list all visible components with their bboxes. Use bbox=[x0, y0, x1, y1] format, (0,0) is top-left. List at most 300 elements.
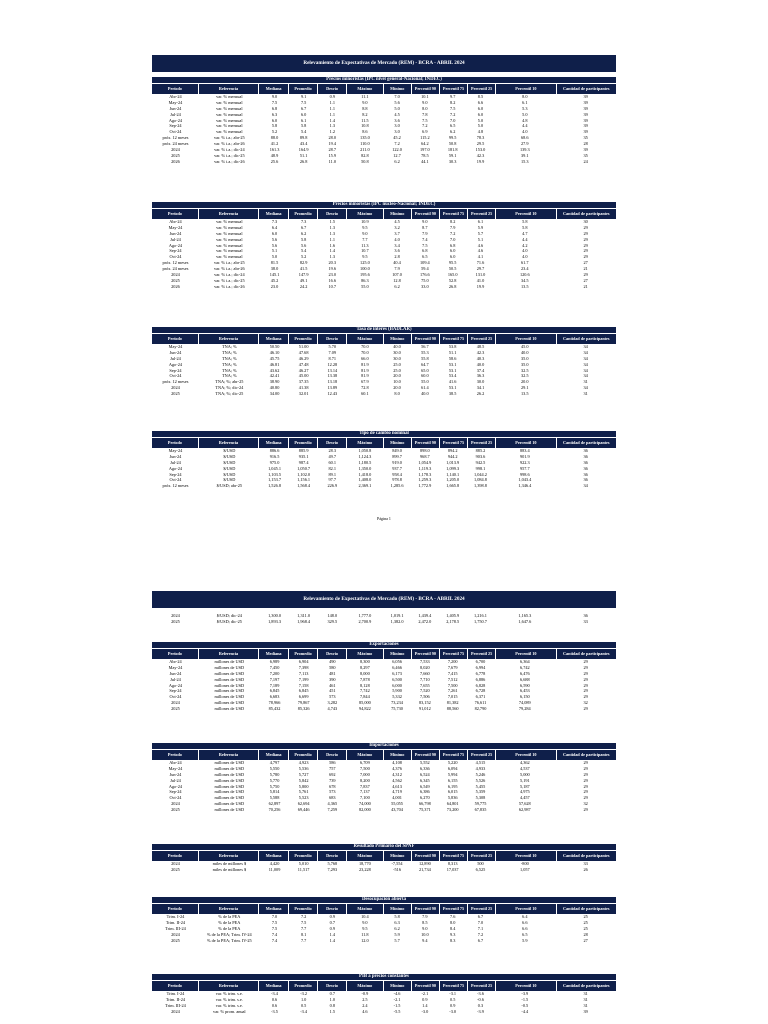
table-cell: 6.6 bbox=[522, 925, 528, 931]
table-cell: 4.5 bbox=[394, 219, 400, 224]
table-cell: 1.1 bbox=[329, 105, 335, 111]
table-cell: 12.7 bbox=[393, 152, 401, 158]
table-cell: 0.6 bbox=[271, 996, 278, 1002]
table-cell: 8.6 bbox=[362, 129, 368, 135]
table-cell: Jul-24 bbox=[170, 676, 181, 682]
table-cell: 5.8 bbox=[522, 224, 528, 230]
table-cell: 1,013.9 bbox=[446, 459, 460, 465]
table-cell: -1.5 bbox=[393, 1002, 401, 1008]
table-cell: 89.8 bbox=[299, 135, 308, 141]
table-cell: 942.5 bbox=[475, 459, 486, 465]
table-cell: 6,699 bbox=[298, 694, 309, 700]
table-cell: 0.5 bbox=[449, 996, 456, 1002]
table-cell: 48.9 bbox=[270, 152, 279, 158]
table-cell: 29 bbox=[583, 807, 588, 813]
table-cell: 4,797 bbox=[269, 760, 280, 765]
table-cell: 6,845 bbox=[269, 688, 280, 694]
table-cell: 849.0 bbox=[392, 448, 402, 453]
table-cell: 2025 bbox=[171, 706, 180, 712]
table-cell: 79,284 bbox=[518, 706, 531, 712]
table-cell: 922.3 bbox=[519, 459, 530, 465]
table-cell: 13.14 bbox=[327, 367, 338, 373]
table-cell: var. % i.a.; dic-26 bbox=[214, 158, 245, 164]
table-cell: 57,628 bbox=[518, 801, 531, 807]
table-cell: 1,311.0 bbox=[297, 613, 310, 618]
table-cell: 6.8 bbox=[422, 248, 428, 254]
table-cell: Jun-24 bbox=[169, 349, 182, 355]
table-cell: 45.0 bbox=[521, 344, 529, 349]
table-cell: -5.5 bbox=[393, 1008, 401, 1014]
table-cell: 48.5 bbox=[476, 344, 485, 349]
table-cell: 67,835 bbox=[474, 807, 487, 813]
table-cell: 6,453 bbox=[519, 688, 530, 694]
table-cell: 7,710 bbox=[420, 676, 430, 682]
table-cell: 97.7 bbox=[328, 477, 337, 483]
table-cell: 153.0 bbox=[475, 147, 486, 153]
table-cell: 39 bbox=[583, 129, 588, 135]
table-cell: millones de USD bbox=[214, 682, 245, 688]
table-cell: 6.1 bbox=[477, 219, 484, 224]
table-cell: 6.5 bbox=[522, 931, 528, 937]
table-cell: var. % mensual bbox=[216, 242, 243, 248]
table-cell: var. % mensual bbox=[216, 99, 243, 105]
table-cell: 10.0 bbox=[421, 931, 429, 937]
table-cell: 50.8 bbox=[361, 158, 369, 164]
table-cell: 195.6 bbox=[360, 272, 370, 278]
column-header: Percentil 75 bbox=[439, 84, 467, 94]
table-cell: 10.1 bbox=[421, 94, 429, 99]
table-cell: 901.9 bbox=[519, 453, 530, 459]
table-cell: 18,770 bbox=[358, 861, 371, 866]
table-cell: 0.9 bbox=[329, 94, 335, 99]
table-cell: 6.7 bbox=[300, 224, 307, 230]
table-header bbox=[152, 438, 616, 448]
table-cell: 29 bbox=[583, 706, 588, 712]
table-cell: 0.8 bbox=[329, 1002, 335, 1008]
table-cell: 4,001 bbox=[392, 795, 402, 801]
table-cell: 6,466 bbox=[392, 664, 402, 670]
table-cell: 4,933 bbox=[475, 765, 486, 771]
table-cell: 6,828 bbox=[475, 682, 486, 688]
table-cell: 5,842 bbox=[298, 777, 309, 783]
table-cell: 13.38 bbox=[327, 373, 338, 379]
table-cell: 4,420 bbox=[269, 861, 280, 866]
table-cell: Oct-24 bbox=[169, 694, 182, 700]
table-cell: 42.41 bbox=[269, 373, 280, 379]
table-cell: 5,994 bbox=[447, 771, 458, 777]
table-cell: Sep-24 bbox=[169, 789, 182, 795]
table-cell: 6,336 bbox=[420, 765, 430, 771]
table-cell: 28.0 bbox=[328, 135, 337, 141]
table-cell: 8.0 bbox=[449, 919, 456, 925]
table-cell: 2025 bbox=[171, 277, 180, 283]
table-cell: 34 bbox=[583, 385, 588, 391]
table-cell: 39 bbox=[583, 111, 588, 117]
table-cell: 34 bbox=[583, 355, 588, 361]
table-cell: 957.7 bbox=[519, 465, 530, 471]
table-cell: 4.7 bbox=[522, 230, 528, 236]
table-cell: 6.1 bbox=[522, 99, 528, 105]
table-cell: 573 bbox=[329, 789, 336, 795]
table-cell: 903.6 bbox=[475, 453, 486, 459]
column-header: Promedio bbox=[288, 438, 317, 448]
table-cell: 161.3 bbox=[269, 147, 280, 153]
column-header: Percentil 10 bbox=[495, 84, 555, 94]
table-cell: var. % mensual bbox=[216, 230, 243, 236]
table-cell: -3.6 bbox=[477, 991, 484, 996]
table-cell: 7,506 bbox=[420, 694, 430, 700]
table-cell: 39 bbox=[583, 94, 588, 99]
table-cell: -3.0 bbox=[449, 1008, 457, 1014]
table-cell: 6,994 bbox=[475, 664, 486, 670]
table-cell: 55.3 bbox=[421, 349, 429, 355]
table-cell: 45.2 bbox=[270, 277, 279, 283]
table-cell: 5.0 bbox=[477, 117, 484, 123]
table-cell: 1.4 bbox=[329, 117, 335, 123]
table-cell: 9.3 bbox=[449, 931, 456, 937]
table-cell: 15.9 bbox=[328, 152, 337, 158]
table-cell: 6,000 bbox=[392, 682, 402, 688]
table-cell: 25.0 bbox=[393, 367, 401, 373]
table-cell: 7.5 bbox=[300, 919, 307, 925]
table-cell: May-24 bbox=[168, 99, 183, 105]
table-row bbox=[152, 483, 616, 489]
table-cell: 38.90 bbox=[269, 379, 280, 385]
table-cell: 37.35 bbox=[298, 379, 309, 385]
table-cell: 2.8 bbox=[394, 254, 400, 260]
table-cell: TNA; %; abr-25 bbox=[215, 379, 244, 385]
table-cell: 5.0 bbox=[477, 123, 484, 129]
table-cell: 7,015 bbox=[447, 694, 458, 700]
column-header: Máximo bbox=[346, 904, 383, 914]
column-header: Percentil 25 bbox=[467, 438, 495, 448]
table-cell: 7,500 bbox=[360, 765, 370, 771]
table-cell: 1,165.3 bbox=[518, 613, 532, 618]
table-cell: 85,000 bbox=[358, 700, 371, 706]
table-cell: var. % mensual bbox=[216, 248, 243, 254]
table-title: PIB a precios constantes bbox=[152, 974, 616, 981]
table-cell: TNA; % bbox=[221, 367, 237, 373]
table-cell: 6.2 bbox=[300, 230, 307, 236]
table-header bbox=[152, 851, 616, 861]
table-cell: próx. 12 meses bbox=[162, 135, 189, 141]
table-cell: TNA; % bbox=[221, 361, 237, 367]
table-cell: 12.8 bbox=[393, 277, 401, 283]
table-cell: 76,611 bbox=[474, 700, 487, 706]
table-cell: millones de USD bbox=[214, 765, 245, 771]
table-cell: -4.4 bbox=[521, 1008, 529, 1014]
table-cell: 20.0 bbox=[393, 385, 401, 391]
table-cell: próx. 12 meses bbox=[162, 379, 189, 385]
table-cell: 28.3 bbox=[328, 448, 337, 453]
table-cell: 29 bbox=[583, 771, 588, 777]
table-cell: 1,777.0 bbox=[358, 613, 372, 618]
column-header: Máximo bbox=[346, 84, 383, 94]
table-cell: 34 bbox=[583, 367, 588, 373]
table-cell: 919.0 bbox=[392, 459, 402, 465]
table-cell: 5,836 bbox=[447, 795, 458, 801]
table-cell: 935.1 bbox=[298, 453, 309, 459]
table-cell: 1.3 bbox=[329, 224, 335, 230]
column-header: Percentil 25 bbox=[467, 649, 495, 659]
table-cell: 115.2 bbox=[420, 135, 430, 141]
table-cell: 739 bbox=[329, 777, 336, 783]
table-cell: 41.2 bbox=[270, 141, 279, 147]
table-cell: 1,019.1 bbox=[390, 613, 404, 618]
column-header: Desvío bbox=[317, 209, 346, 219]
table-cell: 125.0 bbox=[360, 260, 370, 266]
table-cell: 25 bbox=[583, 914, 588, 919]
document-title: Relevamiento de Expectativas de Mercado (REM) - BCRA - ABRIL 2024 bbox=[152, 55, 616, 72]
column-header: Máximo bbox=[346, 750, 383, 760]
table-cell: 4,562 bbox=[392, 777, 402, 783]
table-cell: 7.9 bbox=[422, 914, 428, 919]
table-cell: 51.00 bbox=[298, 344, 309, 349]
column-header: Máximo bbox=[346, 851, 383, 861]
column-header: Máximo bbox=[346, 649, 383, 659]
table-cell: 120.6 bbox=[519, 272, 530, 278]
table-cell: 7.5 bbox=[271, 99, 278, 105]
column-header: Desvío bbox=[317, 904, 346, 914]
table-cell: May-24 bbox=[168, 344, 183, 349]
table-cell: 5,727 bbox=[298, 771, 309, 777]
table-cell: 2025 bbox=[171, 618, 180, 624]
table-cell: Jun-24 bbox=[169, 105, 182, 111]
table-cell: $/USD bbox=[223, 448, 236, 453]
table-title: Exportaciones bbox=[152, 642, 616, 649]
table-cell: -2.1 bbox=[421, 991, 429, 996]
table-cell: millones de USD bbox=[214, 670, 245, 676]
table-cell: 7.3 bbox=[300, 219, 307, 224]
table-cell: 74,089 bbox=[518, 700, 531, 706]
table-cell: 757 bbox=[329, 765, 336, 771]
table-cell: 883.4 bbox=[519, 448, 530, 453]
table-cell: var. % i.a.; dic-24 bbox=[214, 272, 245, 278]
table-cell: 53.1 bbox=[448, 385, 457, 391]
table-cell: $/USD; abr-25 bbox=[216, 483, 242, 489]
table-cell: 7.7 bbox=[362, 236, 368, 242]
column-header: Mediana bbox=[258, 851, 288, 861]
table-cell: 32.5 bbox=[521, 373, 529, 379]
column-header: Promedio bbox=[288, 649, 317, 659]
table-cell: 5.9 bbox=[477, 224, 484, 230]
table-cell: 19.9 bbox=[476, 158, 485, 164]
table-cell: 28 bbox=[583, 141, 588, 147]
table-cell: var. % mensual bbox=[216, 111, 243, 117]
table-cell: 30.0 bbox=[393, 355, 401, 361]
table-cell: 36 bbox=[583, 459, 588, 465]
table-cell: 6.0 bbox=[477, 111, 484, 117]
table-cell: -3.0 bbox=[421, 1008, 429, 1014]
table-cell: miles de millones $ bbox=[212, 861, 247, 866]
table-cell: 15.3 bbox=[521, 158, 529, 164]
table-cell: 61.4 bbox=[421, 385, 429, 391]
table-cell: 481 bbox=[329, 670, 336, 676]
table-cell: 6.6 bbox=[477, 99, 484, 105]
table-cell: 1.4 bbox=[329, 931, 335, 937]
table-cell: 7.2 bbox=[422, 123, 428, 129]
column-header: Referencia bbox=[198, 904, 258, 914]
table-cell: 81.9 bbox=[361, 361, 369, 367]
table-cell: Trim. III-24 bbox=[165, 925, 186, 931]
column-header: Mínimo bbox=[383, 981, 411, 991]
table-cell: millones de USD bbox=[214, 789, 245, 795]
column-header: Referencia bbox=[198, 84, 258, 94]
table-cell: 6,688 bbox=[519, 676, 530, 682]
table-cell: -7,554 bbox=[391, 861, 403, 866]
column-header: Percentil 25 bbox=[467, 851, 495, 861]
table-cell: Ago-24 bbox=[168, 783, 183, 789]
table-cell: 36 bbox=[583, 465, 588, 471]
table-cell: 45.2 bbox=[393, 135, 401, 141]
table-cell: 32 bbox=[583, 801, 588, 807]
table-cell: var. % i.a.; dic-25 bbox=[214, 277, 245, 283]
table-cell: 34 bbox=[583, 483, 588, 489]
table-cell: 5.4 bbox=[300, 129, 307, 135]
table-cell: Ago-24 bbox=[168, 361, 183, 367]
table-cell: 5.2 bbox=[300, 254, 307, 260]
column-header: Mediana bbox=[258, 904, 288, 914]
column-header: Mínimo bbox=[383, 904, 411, 914]
table-cell: 68.6 bbox=[521, 135, 529, 141]
table-cell: 683 bbox=[329, 795, 336, 801]
table-cell: 5.7 bbox=[477, 230, 484, 236]
table-cell: 7.2 bbox=[477, 931, 484, 937]
table-cell: 211.0 bbox=[360, 147, 370, 153]
table-cell: 31 bbox=[583, 996, 588, 1002]
table-cell: 31 bbox=[583, 391, 588, 397]
table-cell: 53.4 bbox=[448, 373, 457, 379]
table-cell: 73,234 bbox=[391, 700, 403, 706]
table-cell: 6,371 bbox=[475, 694, 486, 700]
table-cell: var. % trim. s.e. bbox=[215, 996, 243, 1002]
table-cell: millones de USD bbox=[214, 807, 245, 813]
table-cell: var. % mensual bbox=[216, 117, 243, 123]
table-cell: 7,200 bbox=[447, 659, 458, 664]
table-cell: 6,150 bbox=[519, 694, 530, 700]
table-cell: 1,057 bbox=[519, 866, 530, 872]
table-cell: TNA; % bbox=[221, 344, 237, 349]
table-cell: 4.4 bbox=[522, 123, 528, 129]
column-header: Percentil 25 bbox=[467, 84, 495, 94]
table-cell: 6.2 bbox=[394, 158, 400, 164]
table-cell: 5.3 bbox=[522, 105, 528, 111]
table-cell: 6,886 bbox=[475, 676, 486, 682]
table-cell: 25 bbox=[583, 919, 588, 925]
table-cell: 8,020 bbox=[420, 664, 430, 670]
table-cell: 8.2 bbox=[362, 111, 368, 117]
table-cell: 99.5 bbox=[448, 135, 457, 141]
table-cell: 40.4 bbox=[393, 260, 401, 266]
table-cell: 7,261 bbox=[447, 688, 458, 694]
table-row bbox=[152, 619, 616, 625]
table-cell: 34 bbox=[583, 373, 588, 379]
table-cell: 1,259.3 bbox=[418, 477, 432, 483]
table-cell: var. % trim. s.e. bbox=[215, 991, 243, 996]
table-cell: var. % trim. s.e. bbox=[215, 1002, 243, 1008]
table-cell: -3.4 bbox=[300, 1008, 308, 1014]
table-cell: 55.0 bbox=[421, 379, 429, 385]
table-cell: 6,728 bbox=[475, 688, 486, 694]
table-cell: 23.4 bbox=[521, 266, 529, 272]
table-cell: 7,293 bbox=[327, 866, 338, 872]
table-cell: Abr-24 bbox=[169, 659, 182, 664]
table-cell: 5,455 bbox=[475, 783, 486, 789]
table-cell: 6,709 bbox=[360, 760, 370, 765]
table-cell: 5.8 bbox=[394, 914, 400, 919]
table-header bbox=[152, 981, 616, 991]
table-cell: 9.0 bbox=[362, 99, 368, 105]
table-cell: 7,199 bbox=[298, 676, 309, 682]
table-cell: 6,364 bbox=[519, 659, 530, 664]
table-cell: var. % i.a.; abr-26 bbox=[213, 141, 245, 147]
table-cell: $/USD; dic-25 bbox=[216, 618, 242, 624]
table-cell: 6,989 bbox=[269, 659, 280, 664]
table-cell: 5,536 bbox=[298, 765, 309, 771]
column-header: Mediana bbox=[258, 750, 288, 760]
table-cell: 29 bbox=[583, 783, 588, 789]
table-cell: % de la PEA bbox=[218, 919, 241, 925]
table-cell: 26.2 bbox=[476, 391, 485, 397]
table-cell: 53.8 bbox=[448, 344, 457, 349]
table-cell: 1.4 bbox=[329, 248, 335, 254]
table-cell: 91,012 bbox=[418, 706, 431, 712]
table-cell: 13.5 bbox=[521, 391, 529, 397]
table-cell: -0.5 bbox=[521, 1002, 529, 1008]
table-cell: 30 bbox=[583, 219, 588, 224]
table-cell: 7.5 bbox=[449, 105, 456, 111]
table-cell: 4.0 bbox=[522, 248, 528, 254]
table-cell: 34 bbox=[583, 361, 588, 367]
table-cell: 6,476 bbox=[519, 670, 530, 676]
table-cell: 2024 bbox=[171, 147, 180, 153]
table-cell: 3.7 bbox=[394, 230, 400, 236]
table-cell: 62,897 bbox=[268, 801, 281, 807]
table-cell: 1,968.4 bbox=[297, 618, 311, 624]
table-cell: 6,195 bbox=[447, 783, 458, 789]
table-cell: 7,189 bbox=[269, 682, 280, 688]
table-cell: 5,187 bbox=[519, 783, 530, 789]
table-cell: 40.0 bbox=[421, 391, 429, 397]
table-cell: 32.5 bbox=[521, 367, 529, 373]
table-cell: 7.0 bbox=[271, 914, 278, 919]
table-cell: 43,704 bbox=[391, 807, 403, 813]
table-cell: 34 bbox=[583, 344, 588, 349]
table-cell: 1,099.3 bbox=[446, 465, 460, 471]
table-cell: 60.1 bbox=[328, 459, 337, 465]
column-header: Percentil 10 bbox=[495, 334, 555, 344]
table-cell: 5.8 bbox=[300, 123, 307, 129]
table-cell: 36 bbox=[583, 477, 588, 483]
table-cell: 40.80 bbox=[269, 385, 280, 391]
table-cell: 5.7 bbox=[394, 937, 400, 943]
table-cell: 6.0 bbox=[300, 111, 307, 117]
table-cell: 2024 bbox=[171, 385, 180, 391]
table-cell: millones de USD bbox=[214, 700, 245, 706]
table-cell: 59.1 bbox=[448, 152, 457, 158]
table-cell: 7.1 bbox=[477, 925, 484, 931]
table-cell: TNA; % bbox=[221, 355, 237, 361]
table-cell: 4.0 bbox=[394, 236, 400, 242]
table-cell: millones de USD bbox=[214, 801, 245, 807]
table-cell: 7,415 bbox=[447, 670, 458, 676]
table-cell: 3.0 bbox=[394, 129, 400, 135]
table-cell: 43.62 bbox=[269, 367, 280, 373]
table-cell: 25 bbox=[583, 925, 588, 931]
table-cell: 21,734 bbox=[418, 866, 431, 872]
table-cell: Trim. III-24 bbox=[165, 1002, 186, 1008]
table-cell: 20.3 bbox=[328, 260, 337, 266]
